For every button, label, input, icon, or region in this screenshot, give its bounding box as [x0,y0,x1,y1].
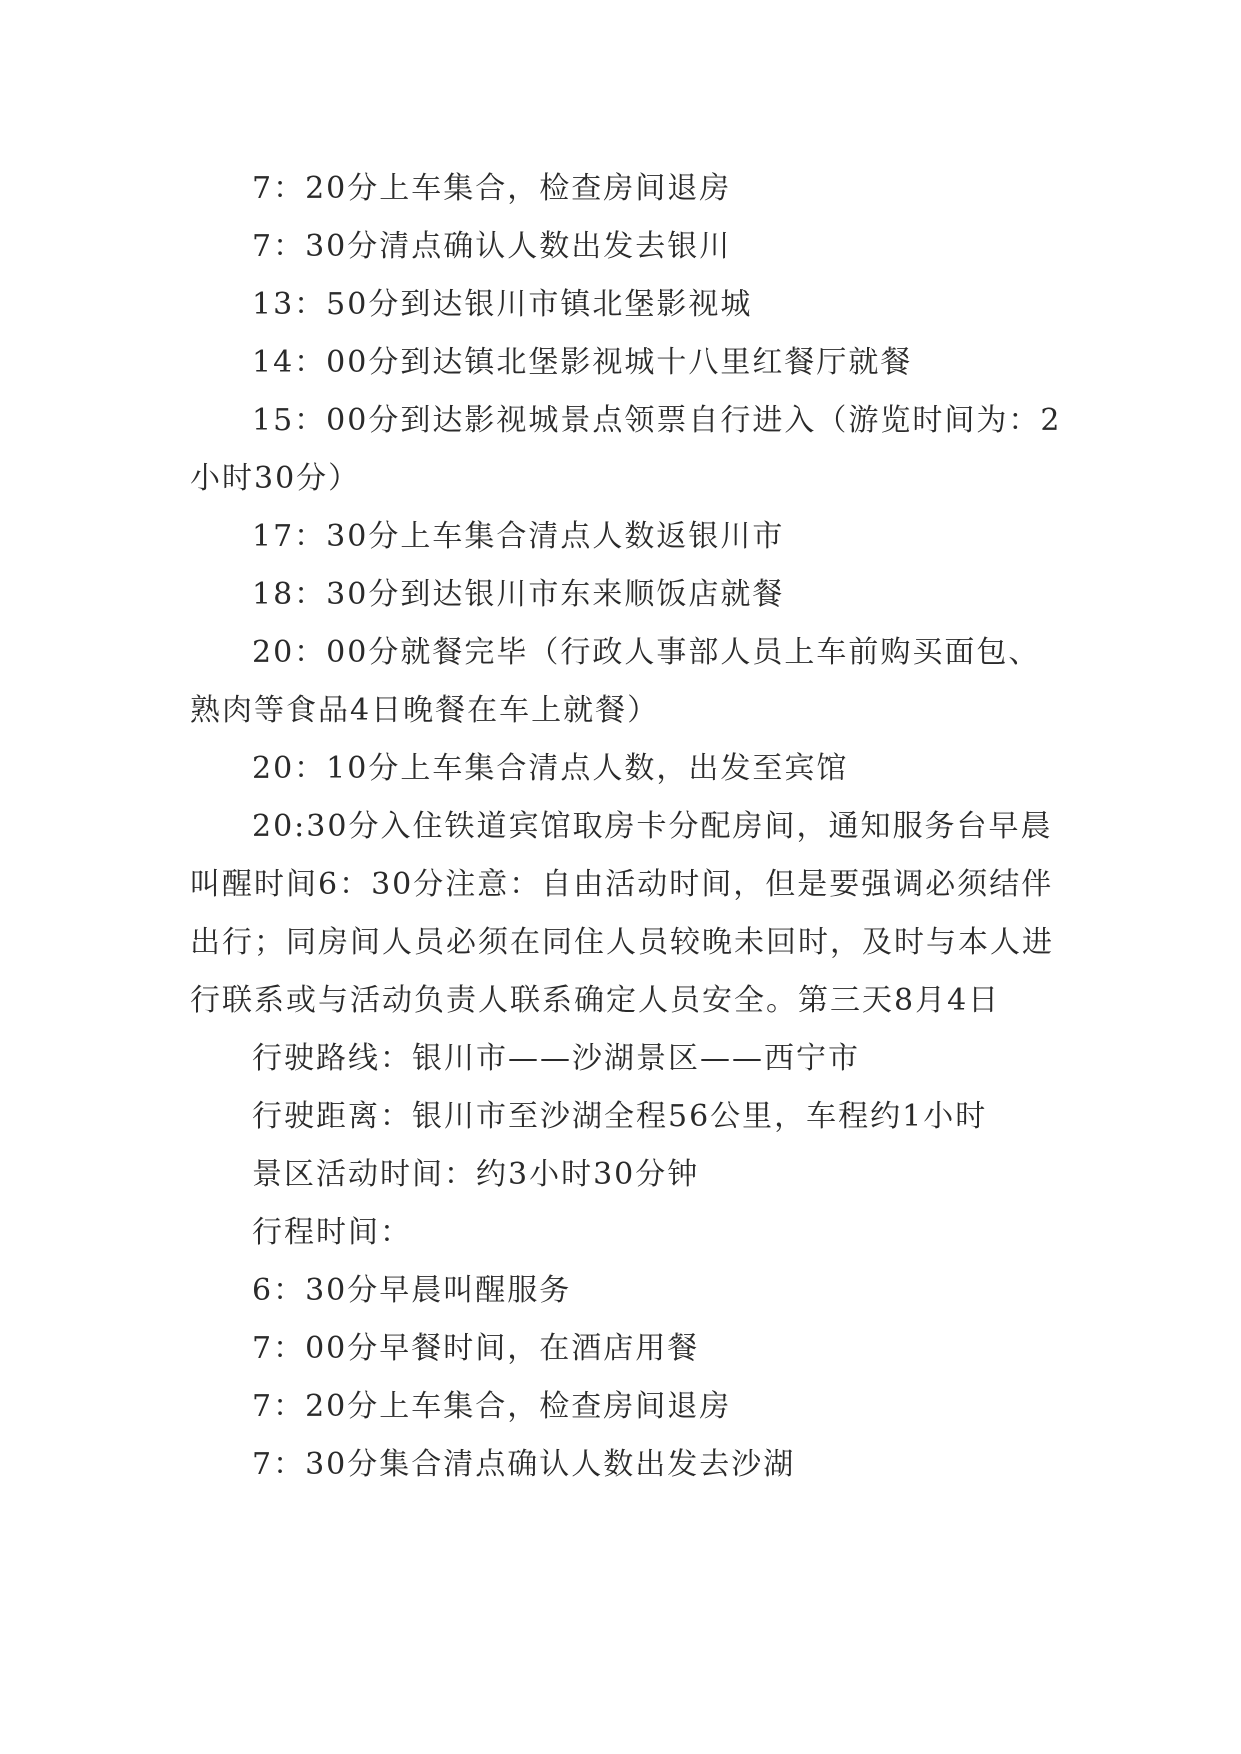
itinerary-line: 7：20分上车集合，检查房间退房 [252,171,732,206]
itinerary-line: 7：30分集合清点确认人数出发去沙湖 [252,1447,796,1482]
itinerary-line: 7：20分上车集合，检查房间退房 [252,1389,732,1424]
itinerary-line: 18：30分到达银川市东来顺饭店就餐 [252,577,785,612]
route-line: 行驶路线：银川市——沙湖景区——西宁市 [252,1041,860,1076]
itinerary-line: 20：10分上车集合清点人数，出发至宾馆 [252,751,849,786]
itinerary-line: 15：00分到达影视城景点领票自行进入（游览时间为：2小时30分） [190,403,1062,496]
schedule-heading: 行程时间： [252,1215,412,1250]
itinerary-line: 6：30分早晨叫醒服务 [252,1273,572,1308]
itinerary-line: 7：30分清点确认人数出发去银川 [252,229,732,264]
itinerary-line: 13：50分到达银川市镇北堡影视城 [252,287,753,322]
distance-line: 行驶距离：银川市至沙湖全程56公里，车程约1小时 [252,1099,988,1134]
itinerary-line: 17：30分上车集合清点人数返银川市 [252,519,785,554]
itinerary-line: 20：00分就餐完毕（行政人事部人员上车前购买面包、熟肉等食品4日晚餐在车上就餐） [190,635,1041,728]
activity-time-line: 景区活动时间：约3小时30分钟 [252,1157,700,1192]
itinerary-line: 14：00分到达镇北堡影视城十八里红餐厅就餐 [252,345,913,380]
itinerary-line: 20:30分入住铁道宾馆取房卡分配房间，通知服务台早晨叫醒时间6：30分注意：自由活动时间，但是要强调必须结伴出行；同房间人员必须在同住人员较晚未回时，及时与本人进行联系或与活动负责人联系确定人员安全。第三天8月4日 [190,809,1054,1018]
document-body [190,160,1070,1494]
itinerary-line: 7：00分早餐时间，在酒店用餐 [252,1331,700,1366]
